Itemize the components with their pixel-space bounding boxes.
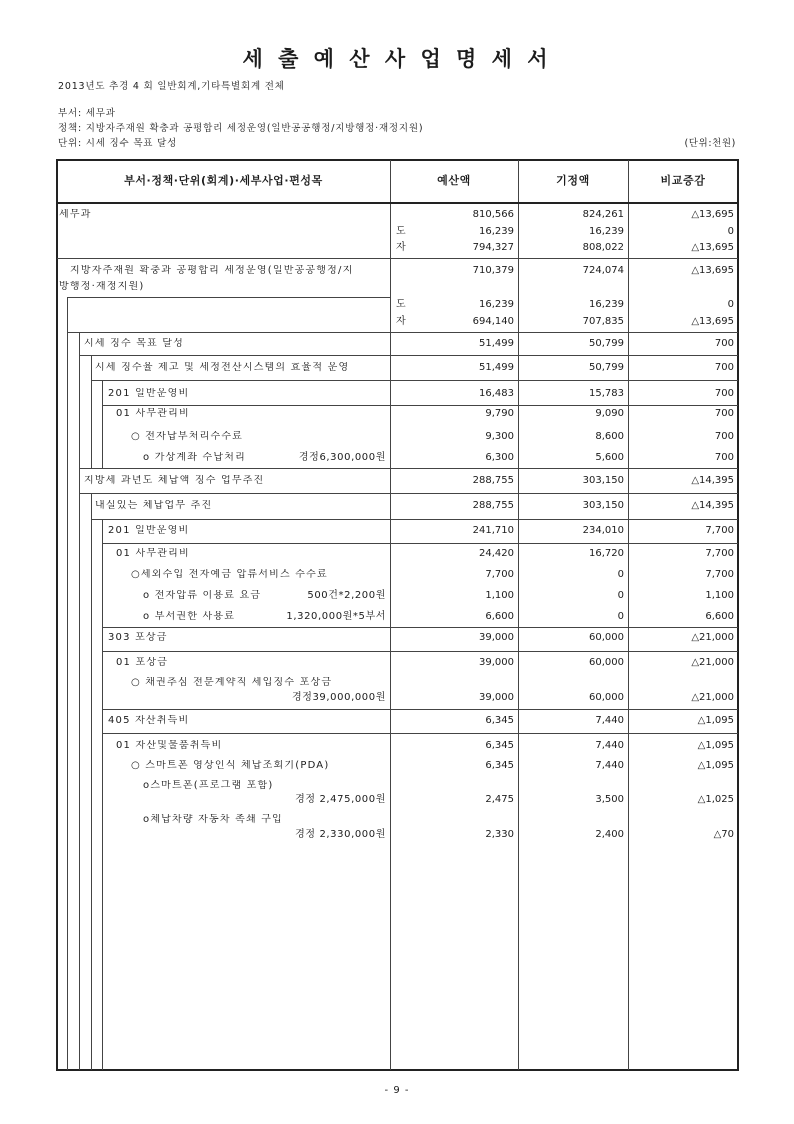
table-right-border [737,159,739,1071]
diff-amount: 700 [714,408,734,419]
fund-source-label: 도 [396,299,406,310]
row-label: 01 사무관리비 [116,548,190,559]
prior-amount: 724,074 [582,265,624,276]
row-divider [79,355,738,356]
budget-amount: 6,345 [485,740,514,751]
prior-amount: 5,600 [595,452,624,463]
row-label: 01 포상금 [116,657,169,668]
row-divider [79,493,738,494]
prior-amount: 3,500 [595,794,624,805]
column-divider [628,160,629,1070]
fund-source-label: 자 [396,242,406,253]
budget-amount: 6,345 [485,715,514,726]
document-title: 세 출 예 산 사 업 명 세 서 [242,47,552,71]
budget-amount: 16,239 [479,299,514,310]
diff-amount: △13,695 [691,265,734,276]
row-divider [67,297,390,298]
budget-amount: 9,300 [485,431,514,442]
currency-unit-note: (단위:천원) [684,138,736,149]
prior-amount: 50,799 [589,362,624,373]
fund-source-label: 도 [396,226,406,237]
unit-line: 단위: 시세 징수 목표 달성 [58,138,178,149]
row-note: 1,320,000원*5부서 [286,611,386,622]
diff-amount: 0 [727,226,734,237]
diff-amount: 700 [714,362,734,373]
diff-amount: △21,000 [691,657,734,668]
row-note: 경정 2,475,000원 [295,794,386,805]
diff-amount: △21,000 [691,692,734,703]
indent-line [79,332,80,1070]
row-divider [102,627,738,628]
row-label: o 부서권한 사용료 [143,611,236,622]
fund-source-label: 자 [396,316,406,327]
header-divider [57,202,738,204]
diff-amount: △21,000 [691,632,734,643]
prior-amount: 7,440 [595,740,624,751]
indent-line [102,380,103,468]
diff-amount: 700 [714,338,734,349]
prior-amount: 0 [617,569,624,580]
row-label: 303 포상금 [108,632,168,643]
prior-amount: 0 [617,611,624,622]
budget-amount: 2,475 [485,794,514,805]
diff-amount: △1,095 [697,740,734,751]
row-divider [91,380,738,381]
prior-amount: 60,000 [589,632,624,643]
budget-amount: 2,330 [485,829,514,840]
diff-amount: △13,695 [691,242,734,253]
diff-amount: △1,095 [697,760,734,771]
prior-amount: 824,261 [582,209,624,220]
row-divider [102,405,738,406]
diff-amount: 700 [714,452,734,463]
row-note: 경정6,300,000원 [298,452,386,463]
row-label: 시세 징수 목표 달성 [84,338,185,349]
row-label: 지방세 과년도 체납액 징수 업무추진 [84,475,265,486]
indent-line [102,519,103,1070]
row-label: 내실있는 체납업무 추진 [95,500,213,511]
indent-line [67,297,68,1070]
row-label: ○세외수입 전자예금 압류서비스 수수료 [131,569,328,580]
row-note: 경정39,000,000원 [291,692,386,703]
prior-amount: 2,400 [595,829,624,840]
row-label: 405 자산취득비 [108,715,190,726]
row-label: 201 일반운영비 [108,525,190,536]
prior-amount: 9,090 [595,408,624,419]
prior-amount: 15,783 [589,388,624,399]
header-prior: 기정액 [556,174,590,187]
prior-amount: 50,799 [589,338,624,349]
prior-amount: 303,150 [582,500,624,511]
diff-amount: 700 [714,388,734,399]
indent-line [91,493,92,1070]
diff-amount: △70 [713,829,734,840]
row-label: o 가상계좌 수납처리 [143,452,246,463]
row-divider [102,543,738,544]
header-budget: 예산액 [437,174,471,187]
budget-amount: 710,379 [472,265,514,276]
row-label: o스마트폰(프로그램 포함) [143,780,274,791]
policy-line: 정책: 지방자주재원 확충과 공평합리 세정운영(일반공공행정/지방행정·재정지원) [58,123,424,134]
row-label: 01 사무관리비 [116,408,190,419]
page-number: - 9 - [384,1085,410,1096]
row-divider [79,468,738,469]
row-divider [57,258,738,259]
row-label: o체납차량 자동차 족쇄 구입 [143,814,283,825]
budget-amount: 6,345 [485,760,514,771]
department-line: 부서: 세무과 [58,108,116,119]
row-divider [67,332,738,333]
table-top-border [57,159,739,161]
indent-line [91,355,92,468]
budget-amount: 39,000 [479,692,514,703]
diff-amount: 700 [714,431,734,442]
budget-amount: 694,140 [472,316,514,327]
budget-amount: 39,000 [479,632,514,643]
row-divider [102,709,738,710]
row-label: 시세 징수율 제고 및 세정전산시스템의 효율적 운영 [95,362,350,373]
diff-amount: △14,395 [691,475,734,486]
budget-amount: 794,327 [472,242,514,253]
prior-amount: 60,000 [589,657,624,668]
diff-amount: 0 [727,299,734,310]
row-label: 지방자주재원 확충과 공평합리 세정운영(일반공공행정/지 [70,265,354,276]
row-note: 500건*2,200원 [307,590,386,601]
prior-amount: 16,720 [589,548,624,559]
prior-amount: 7,440 [595,715,624,726]
prior-amount: 808,022 [582,242,624,253]
budget-amount: 16,483 [479,388,514,399]
diff-amount: 7,700 [705,569,734,580]
header-diff: 비교증감 [660,174,706,187]
row-label-continued: 방행정·재정지원) [59,281,145,292]
diff-amount: △1,095 [697,715,734,726]
prior-amount: 60,000 [589,692,624,703]
prior-amount: 7,440 [595,760,624,771]
prior-amount: 234,010 [582,525,624,536]
table-left-border [56,159,58,1071]
row-note: 경정 2,330,000원 [295,829,386,840]
prior-amount: 16,239 [589,299,624,310]
budget-amount: 16,239 [479,226,514,237]
row-divider [102,651,738,652]
diff-amount: △13,695 [691,316,734,327]
row-label: 세무과 [59,209,92,220]
row-label: 01 자산및물품취득비 [116,740,223,751]
row-label: ○ 스마트폰 영상인식 체납조회기(PDA) [131,760,330,771]
column-divider [390,160,391,1070]
row-divider [102,733,738,734]
row-divider [91,519,738,520]
budget-amount: 1,100 [485,590,514,601]
table-bottom-border [57,1069,739,1071]
row-label: ○ 채권추심 전문계약직 세입징수 포상금 [131,677,333,688]
budget-amount: 288,755 [472,500,514,511]
budget-amount: 39,000 [479,657,514,668]
budget-amount: 6,300 [485,452,514,463]
budget-amount: 9,790 [485,408,514,419]
budget-amount: 51,499 [479,362,514,373]
diff-amount: △14,395 [691,500,734,511]
budget-amount: 24,420 [479,548,514,559]
row-label: 201 일반운영비 [108,388,190,399]
diff-amount: 7,700 [705,525,734,536]
budget-amount: 7,700 [485,569,514,580]
column-divider [518,160,519,1070]
diff-amount: △13,695 [691,209,734,220]
diff-amount: △1,025 [697,794,734,805]
diff-amount: 1,100 [705,590,734,601]
budget-amount: 241,710 [472,525,514,536]
diff-amount: 7,700 [705,548,734,559]
prior-amount: 303,150 [582,475,624,486]
row-label: ○ 전자납부처리수수료 [131,431,244,442]
prior-amount: 707,835 [582,316,624,327]
prior-amount: 16,239 [589,226,624,237]
budget-amount: 288,755 [472,475,514,486]
fiscal-subtitle: 2013년도 추경 4 회 일반회계,기타특별회계 전체 [58,81,285,92]
budget-amount: 6,600 [485,611,514,622]
header-category: 부서·정책·단위(회계)·세부사업·편성목 [124,174,323,187]
prior-amount: 8,600 [595,431,624,442]
diff-amount: 6,600 [705,611,734,622]
prior-amount: 0 [617,590,624,601]
budget-amount: 810,566 [472,209,514,220]
row-label: o 전자압류 이용료 요금 [143,590,262,601]
budget-amount: 51,499 [479,338,514,349]
